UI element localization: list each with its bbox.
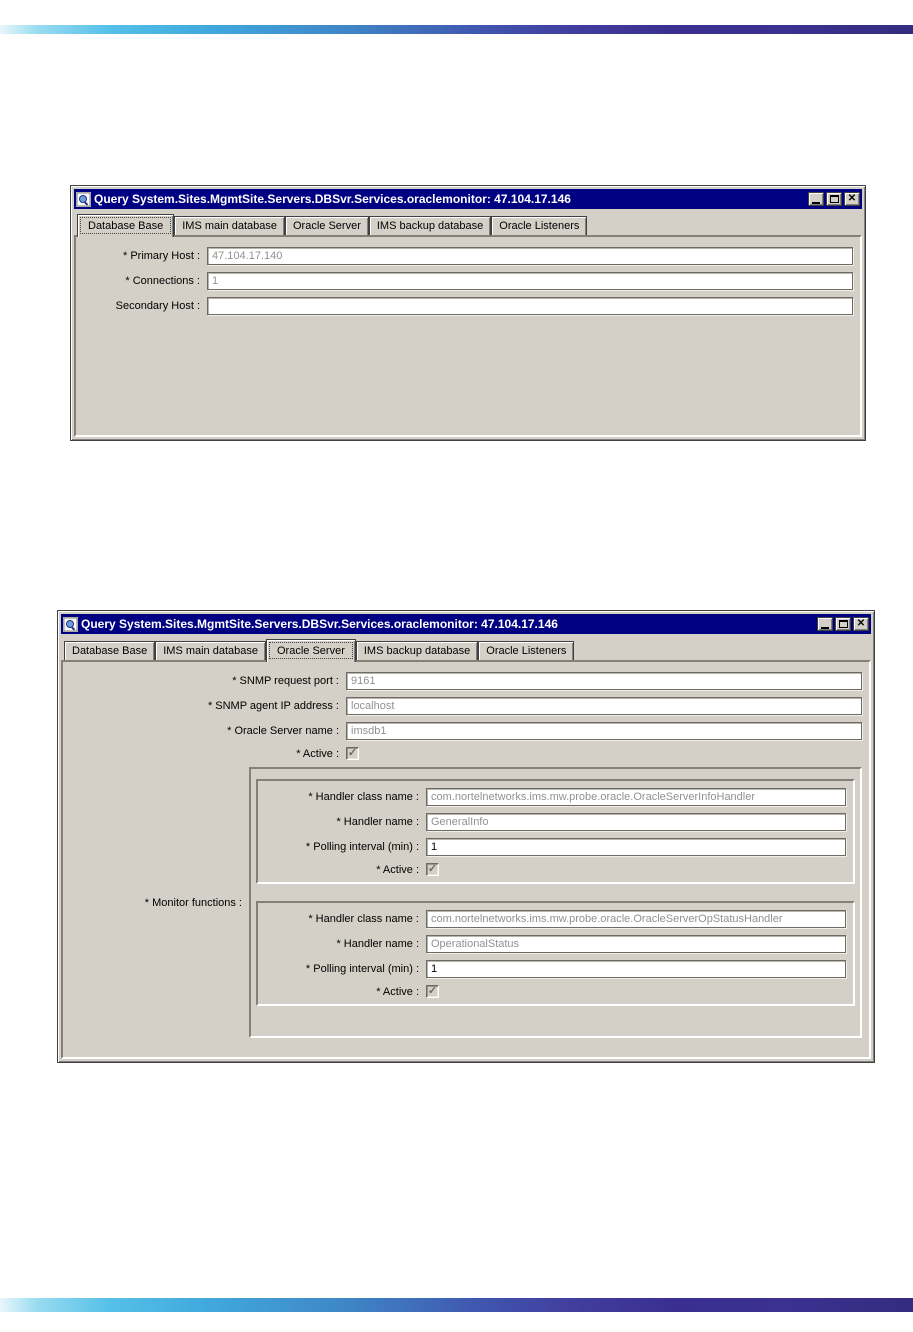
- handler-name-input[interactable]: [426, 813, 846, 831]
- tab-content-oracle-server: [61, 660, 871, 1059]
- minimize-icon: [821, 627, 829, 629]
- tab-bar: [61, 634, 871, 660]
- tab-oracle-listeners[interactable]: Oracle Listeners: [491, 216, 587, 235]
- window-controls: [817, 617, 869, 631]
- primary-host-input[interactable]: [207, 247, 853, 265]
- connections-label: * Connections :: [125, 275, 200, 287]
- app-icon[interactable]: [76, 192, 91, 207]
- tab-ims-backup-database[interactable]: IMS backup database: [369, 216, 491, 235]
- monitor-functions-label: * Monitor functions :: [144, 896, 242, 909]
- form-row-oracle-server-name: [63, 722, 862, 740]
- monitor-function-group-2: [256, 901, 855, 1006]
- bottom-gradient-bar: [0, 1298, 913, 1312]
- handler-name-label: * Handler name :: [336, 938, 419, 950]
- close-icon: ✕: [856, 618, 866, 629]
- snmp-request-port-label: * SNMP request port :: [232, 675, 339, 687]
- active-checkbox[interactable]: ✓: [347, 747, 358, 759]
- close-icon: ✕: [847, 193, 857, 204]
- maximize-button[interactable]: [826, 192, 842, 206]
- handler-class-input[interactable]: [426, 910, 846, 928]
- tab-ims-main-database[interactable]: IMS main database: [155, 641, 266, 660]
- form-row-handler-name: [258, 813, 846, 831]
- tab-content-database-base: [74, 235, 862, 437]
- snmp-agent-ip-input[interactable]: [346, 697, 862, 715]
- form-row-handler-class: [258, 910, 846, 928]
- form-row-polling-interval: [258, 960, 846, 978]
- form-row-primary-host: [76, 247, 853, 265]
- monitor-function-group-1: [256, 779, 855, 884]
- query-window-oracle-server: [57, 610, 875, 1063]
- title-bar[interactable]: [61, 614, 871, 634]
- active-label: * Active :: [376, 863, 419, 876]
- active-checkbox[interactable]: ✓: [427, 985, 438, 997]
- maximize-icon: [839, 620, 848, 628]
- form-row-handler-name: [258, 935, 846, 953]
- tab-oracle-listeners[interactable]: Oracle Listeners: [478, 641, 574, 660]
- window-controls: [808, 192, 860, 206]
- form-row-connections: [76, 272, 853, 290]
- active-label: * Active :: [296, 747, 339, 760]
- polling-interval-label: * Polling interval (min) :: [305, 841, 419, 853]
- polling-interval-input[interactable]: [426, 960, 846, 978]
- secondary-host-input[interactable]: [207, 297, 853, 315]
- polling-interval-input[interactable]: [426, 838, 846, 856]
- close-button[interactable]: [844, 192, 860, 206]
- form-row-active: [258, 863, 846, 876]
- primary-host-label: * Primary Host :: [122, 250, 200, 262]
- query-window-database-base: [70, 185, 866, 441]
- handler-class-label: * Handler class name :: [308, 913, 419, 925]
- window-title: Query System.Sites.MgmtSite.Servers.DBSvr.Services.oraclemonitor: 47.104.17.146: [81, 617, 558, 631]
- tab-bar: [74, 209, 862, 235]
- tab-ims-backup-database[interactable]: IMS backup database: [356, 641, 478, 660]
- active-label: * Active :: [376, 985, 419, 998]
- handler-class-label: * Handler class name :: [308, 791, 419, 803]
- form-row-secondary-host: [76, 297, 853, 315]
- active-checkbox[interactable]: ✓: [427, 863, 438, 875]
- form-row-active: [258, 985, 846, 998]
- oracle-server-name-input[interactable]: [346, 722, 862, 740]
- oracle-server-name-label: * Oracle Server name :: [227, 725, 339, 737]
- form-row-snmp-request-port: [63, 672, 862, 690]
- form-row-handler-class: [258, 788, 846, 806]
- connections-input[interactable]: [207, 272, 853, 290]
- form-row-monitor-functions: [63, 767, 862, 1038]
- tab-oracle-server[interactable]: Oracle Server: [285, 216, 369, 235]
- snmp-agent-ip-label: * SNMP agent IP address :: [207, 700, 339, 712]
- form-row-active: [63, 747, 862, 760]
- title-bar[interactable]: [74, 189, 862, 209]
- form-row-snmp-agent-ip: [63, 697, 862, 715]
- snmp-request-port-input[interactable]: [346, 672, 862, 690]
- handler-class-input[interactable]: [426, 788, 846, 806]
- tab-database-base[interactable]: Database Base: [77, 214, 174, 237]
- top-gradient-bar: [0, 25, 913, 34]
- window-title: Query System.Sites.MgmtSite.Servers.DBSvr.Services.oraclemonitor: 47.104.17.146: [94, 192, 571, 206]
- secondary-host-label: Secondary Host :: [115, 300, 200, 312]
- tab-database-base[interactable]: Database Base: [64, 641, 155, 660]
- polling-interval-label: * Polling interval (min) :: [305, 963, 419, 975]
- maximize-button[interactable]: [835, 617, 851, 631]
- minimize-button[interactable]: [808, 192, 824, 206]
- close-button[interactable]: [853, 617, 869, 631]
- tab-oracle-server[interactable]: Oracle Server: [266, 639, 356, 662]
- minimize-button[interactable]: [817, 617, 833, 631]
- monitor-functions-panel: [249, 767, 862, 1038]
- tab-ims-main-database[interactable]: IMS main database: [174, 216, 285, 235]
- app-icon[interactable]: [63, 617, 78, 632]
- handler-name-input[interactable]: [426, 935, 846, 953]
- maximize-icon: [830, 195, 839, 203]
- handler-name-label: * Handler name :: [336, 816, 419, 828]
- form-row-polling-interval: [258, 838, 846, 856]
- minimize-icon: [812, 202, 820, 204]
